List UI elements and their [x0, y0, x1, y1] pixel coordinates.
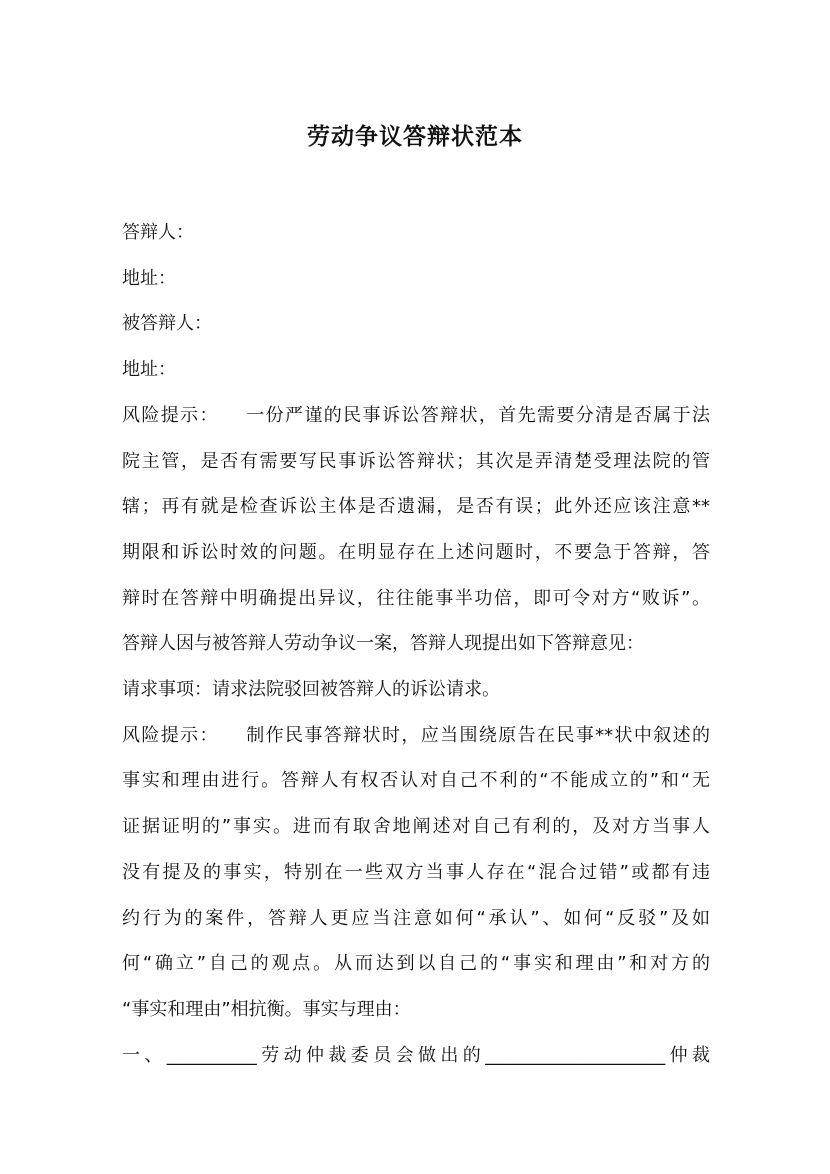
risk-tip-2-line: 事实和理由进行。答辩人有权否认对自己不利的“不能成立的”和“无: [122, 770, 710, 792]
respondent-address-label: 地址：: [122, 267, 176, 289]
risk-tip-2-label: 风险提示：: [122, 724, 219, 746]
intro-paragraph: 答辩人因与被答辩人劳动争议一案，答辩人现提出如下答辩意见：: [122, 633, 644, 655]
risk-tip-2-line: 约行为的案件，答辩人更应当注意如何“承认”、如何“反驳”及如: [122, 907, 710, 929]
risk-tip-1-line: 辖；再有就是检查诉讼主体是否遗漏，是否有误；此外还应该注意**: [122, 496, 710, 518]
risk-tip-2-line: “事实和理由”相抗衡。事实与理由：: [122, 998, 411, 1020]
fact-item-1: 一、__________劳动仲裁委员会做出的____________________仲裁: [122, 1044, 710, 1066]
risk-tip-1-line: 辩时在答辩中明确提出异议，往往能事半功倍，即可令对方“败诉”。: [122, 587, 710, 609]
claim-paragraph: 请求事项：请求法院驳回被答辩人的诉讼请求。: [122, 679, 500, 701]
claimant-label: 被答辩人：: [122, 313, 212, 335]
risk-tip-2-text: 制作民事答辩状时，应当围绕原告在民事**状中叙述的: [244, 724, 711, 746]
risk-tip-2-line: 何“确立”自己的观点。从而达到以自己的“事实和理由”和对方的: [122, 953, 710, 975]
risk-tip-2-line: [122, 713, 710, 759]
document-body: [122, 210, 710, 1078]
risk-tip-1-label: 风险提示：: [122, 404, 219, 426]
claimant-address-label: 地址：: [122, 359, 176, 381]
respondent-label: 答辩人：: [122, 222, 194, 243]
document-title: 劳动争议答辩状范本: [307, 124, 523, 150]
risk-tip-1-text: 一份严谨的民事诉讼答辩状，首先需要分清是否属于法: [244, 404, 711, 426]
risk-tip-2-line: 证据证明的”事实。进而有取舍地阐述对自己有利的，及对方当事人: [122, 816, 710, 838]
risk-tip-1-line: 期限和诉讼时效的问题。在明显存在上述问题时，不要急于答辩，答: [122, 541, 710, 563]
risk-tip-2-line: 没有提及的事实，特别在一些双方当事人存在“混合过错”或都有违: [122, 861, 710, 883]
risk-tip-1-line: [122, 393, 710, 439]
risk-tip-1-line: 院主管，是否有需要写民事诉讼答辩状；其次是弄清楚受理法院的管: [122, 450, 710, 472]
